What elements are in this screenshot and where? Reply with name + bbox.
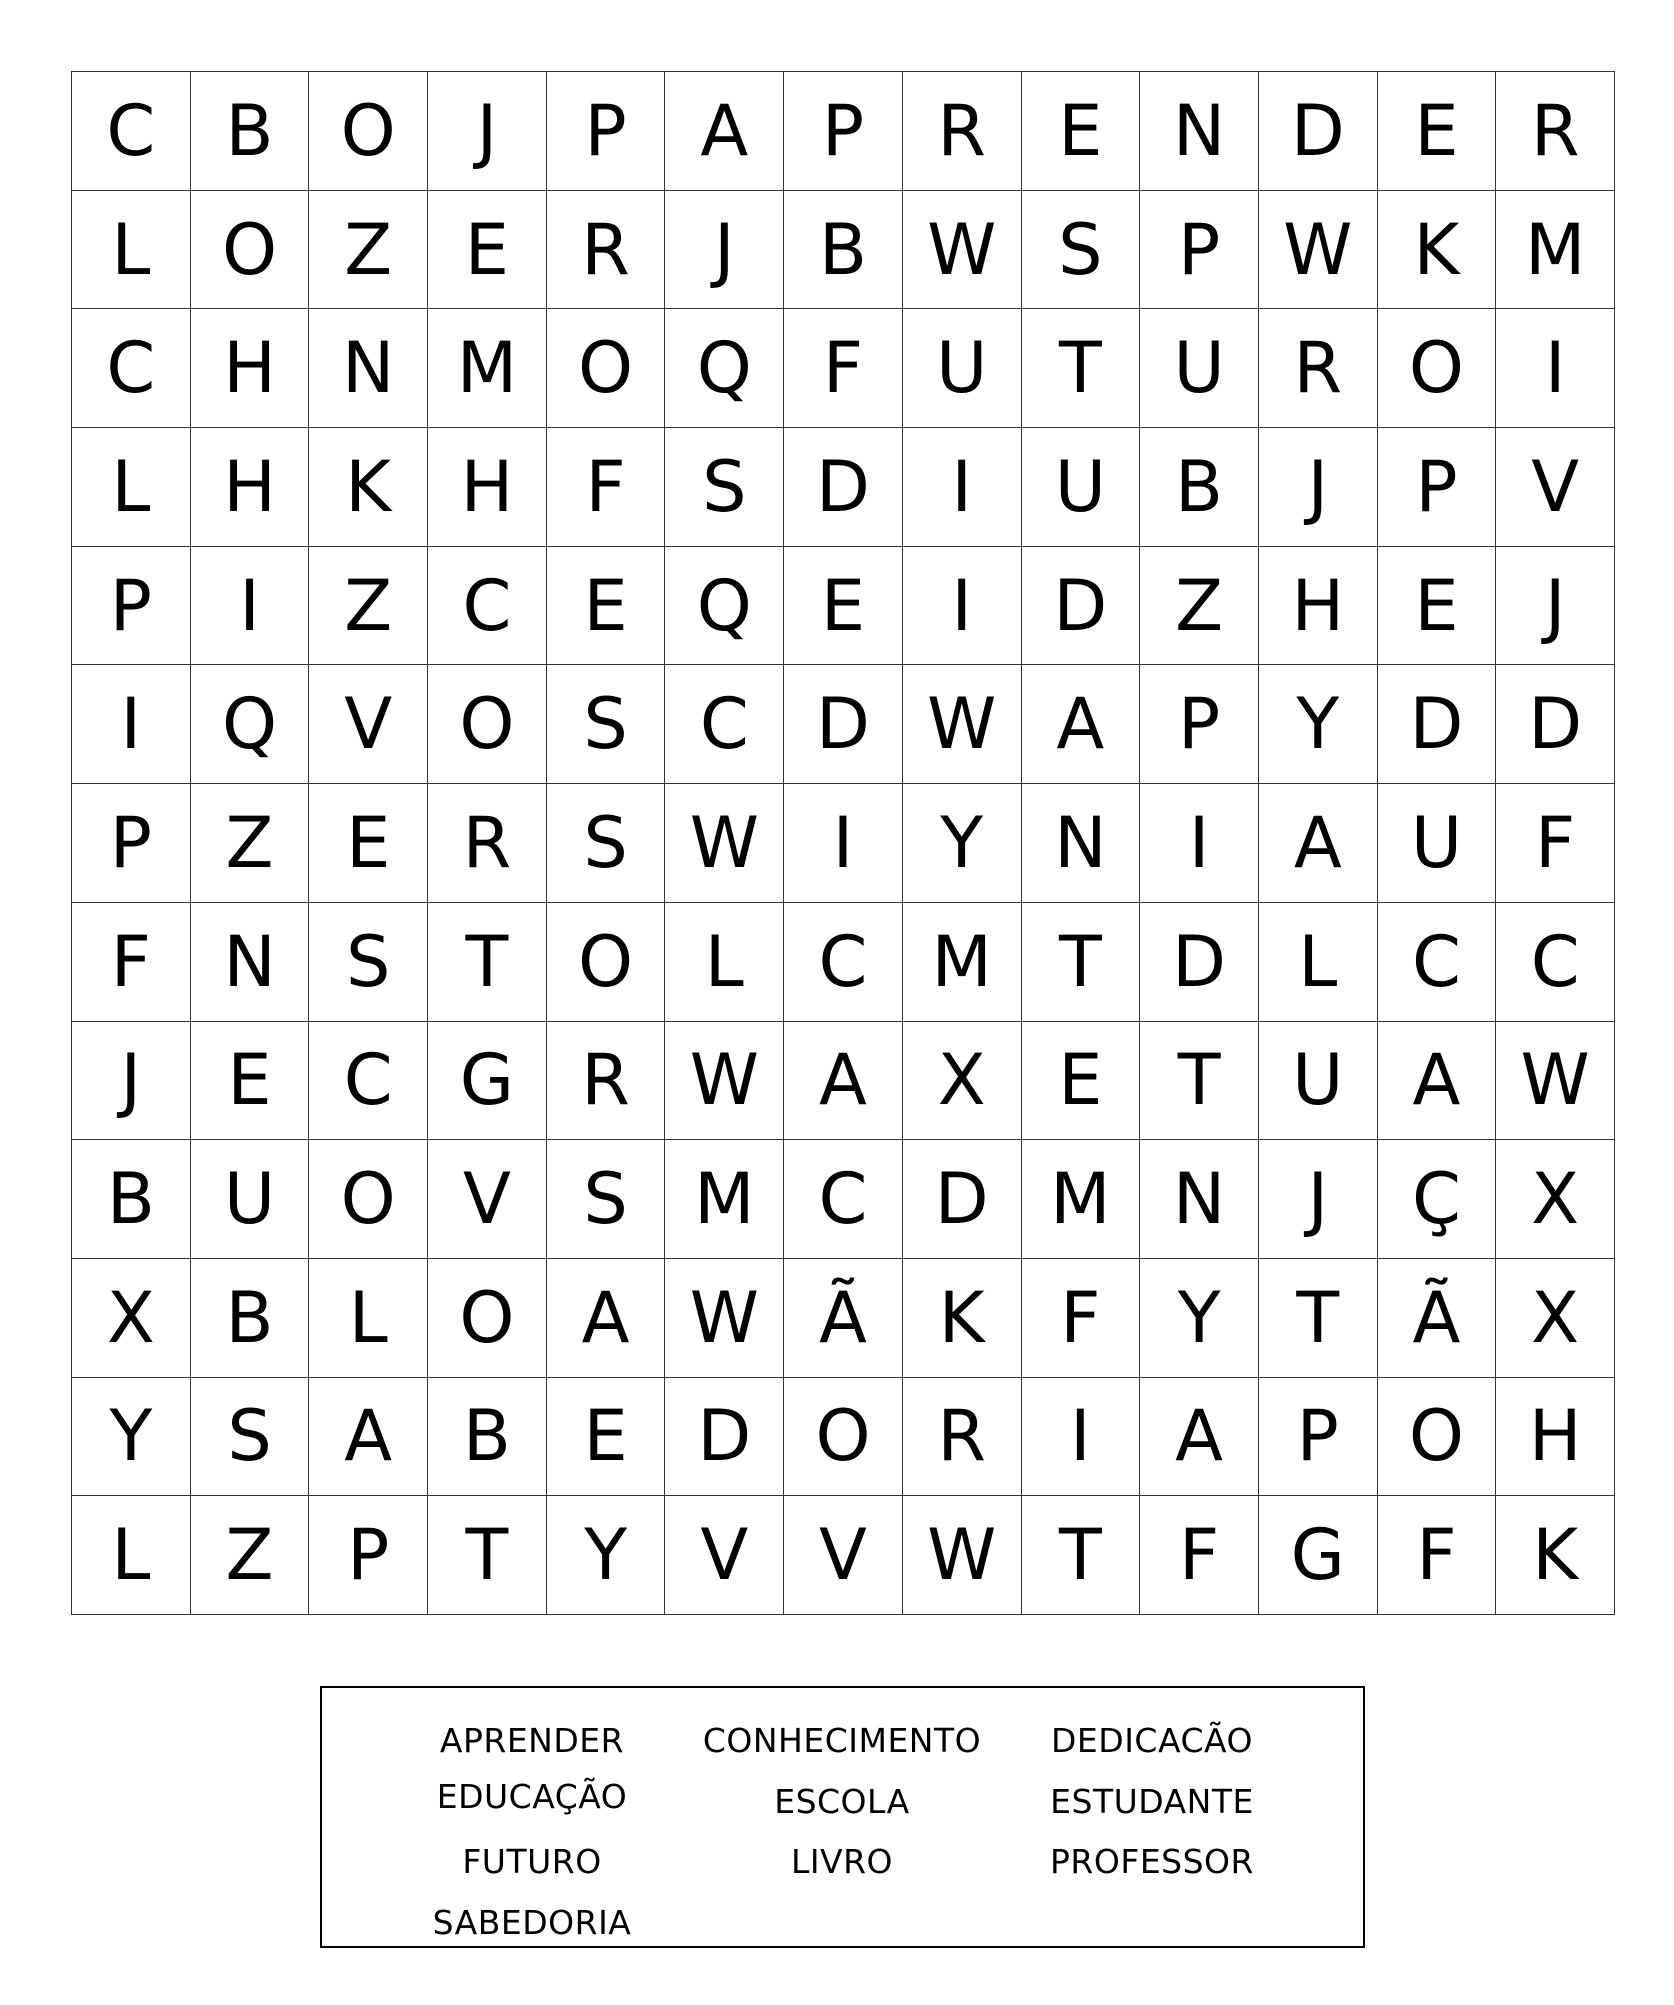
grid-cell[interactable]: K [903,1259,1022,1378]
grid-cell[interactable]: R [903,1378,1022,1497]
grid-cell[interactable]: T [1140,1022,1259,1141]
grid-cell[interactable]: D [903,1140,1022,1259]
grid-cell[interactable]: O [428,1259,547,1378]
grid-cell[interactable]: F [1022,1259,1141,1378]
grid-cell[interactable]: R [547,191,666,310]
grid-cell[interactable]: S [547,665,666,784]
grid-cell[interactable]: E [1378,72,1497,191]
grid-cell[interactable]: Z [191,784,310,903]
grid-cell[interactable]: T [428,1496,547,1615]
grid-cell[interactable]: A [784,1022,903,1141]
grid-cell[interactable]: B [191,72,310,191]
grid-cell[interactable]: E [547,547,666,666]
grid-cell[interactable]: P [784,72,903,191]
grid-cell[interactable]: X [1496,1259,1615,1378]
grid-cell[interactable]: W [903,1496,1022,1615]
grid-cell[interactable]: F [1496,784,1615,903]
grid-cell[interactable]: S [547,1140,666,1259]
word-list-item: APRENDER [439,1721,625,1760]
grid-cell[interactable]: Z [191,1496,310,1615]
grid-cell[interactable]: J [1496,547,1615,666]
grid-cell[interactable]: J [72,1022,191,1141]
grid-cell[interactable]: N [1022,784,1141,903]
grid-cell[interactable]: L [1259,903,1378,1022]
grid-cell[interactable]: C [1378,903,1497,1022]
grid-cell[interactable]: Q [665,309,784,428]
grid-cell[interactable]: W [665,784,784,903]
word-list-item: PROFESSOR [1050,1842,1254,1881]
grid-cell[interactable]: M [428,309,547,428]
grid-cell[interactable]: U [191,1140,310,1259]
grid-cell[interactable]: B [1140,428,1259,547]
grid-cell[interactable]: E [547,1378,666,1497]
grid-cell[interactable]: R [903,72,1022,191]
grid-cell[interactable]: V [428,1140,547,1259]
grid-cell[interactable]: G [1259,1496,1378,1615]
grid-cell[interactable]: L [72,428,191,547]
grid-cell[interactable]: K [309,428,428,547]
grid-cell[interactable]: O [547,309,666,428]
grid-cell[interactable]: I [1140,784,1259,903]
grid-cell[interactable]: A [665,72,784,191]
grid-cell[interactable]: W [903,665,1022,784]
grid-cell[interactable]: C [665,665,784,784]
grid-cell[interactable]: K [1496,1496,1615,1615]
grid-cell[interactable]: D [1022,547,1141,666]
grid-cell[interactable]: K [1378,191,1497,310]
grid-cell[interactable]: Z [1140,547,1259,666]
grid-cell[interactable]: Y [1259,665,1378,784]
grid-cell[interactable]: J [665,191,784,310]
grid-cell[interactable]: E [428,191,547,310]
grid-cell[interactable]: C [784,903,903,1022]
grid-cell[interactable]: X [1496,1140,1615,1259]
grid-cell[interactable]: I [903,547,1022,666]
grid-cell[interactable]: D [1496,665,1615,784]
grid-cell[interactable]: B [428,1378,547,1497]
grid-cell[interactable]: G [428,1022,547,1141]
grid-cell[interactable]: W [1496,1022,1615,1141]
grid-cell[interactable]: B [72,1140,191,1259]
grid-cell[interactable]: H [1259,547,1378,666]
word-search-grid [71,71,1615,1615]
grid-cell[interactable]: H [1496,1378,1615,1497]
grid-cell[interactable]: A [1022,665,1141,784]
grid-cell[interactable]: F [547,428,666,547]
grid-cell[interactable]: X [72,1259,191,1378]
grid-cell[interactable]: N [191,903,310,1022]
grid-cell[interactable]: T [1259,1259,1378,1378]
grid-cell[interactable]: H [191,428,310,547]
grid-cell[interactable]: E [191,1022,310,1141]
grid-cell[interactable]: I [72,665,191,784]
grid-cell[interactable]: O [428,665,547,784]
grid-cell[interactable]: N [1140,1140,1259,1259]
grid-cell[interactable]: M [1022,1140,1141,1259]
word-list-item: SABEDORIA [432,1903,632,1942]
grid-cell[interactable]: S [665,428,784,547]
grid-cell[interactable]: P [72,547,191,666]
grid-cell[interactable]: P [309,1496,428,1615]
grid-cell[interactable]: D [665,1378,784,1497]
grid-cell[interactable]: M [665,1140,784,1259]
grid-cell[interactable]: D [784,665,903,784]
grid-cell[interactable]: L [72,1496,191,1615]
grid-cell[interactable]: I [191,547,310,666]
grid-cell[interactable]: D [1140,903,1259,1022]
grid-cell[interactable]: E [309,784,428,903]
word-list-item: DEDICACÃO [1051,1721,1253,1760]
grid-cell[interactable]: R [1259,309,1378,428]
grid-cell[interactable]: F [72,903,191,1022]
grid-cell[interactable]: M [903,903,1022,1022]
grid-cell[interactable]: P [1378,428,1497,547]
grid-cell[interactable]: E [784,547,903,666]
grid-cell[interactable]: D [1259,72,1378,191]
grid-cell[interactable]: Y [903,784,1022,903]
grid-cell[interactable]: X [903,1022,1022,1141]
grid-cell[interactable]: N [309,309,428,428]
grid-cell[interactable]: L [309,1259,428,1378]
grid-cell[interactable]: D [1378,665,1497,784]
grid-cell[interactable]: E [1378,547,1497,666]
grid-cell[interactable]: W [1259,191,1378,310]
grid-cell[interactable]: U [1140,309,1259,428]
grid-cell[interactable]: O [309,72,428,191]
grid-cell[interactable]: Y [72,1378,191,1497]
grid-cell[interactable]: Z [309,191,428,310]
grid-cell[interactable]: U [903,309,1022,428]
grid-cell[interactable]: Y [547,1496,666,1615]
word-list [320,1686,1365,1948]
grid-cell[interactable]: R [1496,72,1615,191]
grid-cell[interactable]: T [428,903,547,1022]
grid-cell[interactable]: P [1259,1378,1378,1497]
grid-cell[interactable]: I [1022,1378,1141,1497]
grid-cell[interactable]: T [1022,903,1141,1022]
grid-cell[interactable]: J [428,72,547,191]
grid-cell[interactable]: C [784,1140,903,1259]
grid-cell[interactable]: A [1378,1022,1497,1141]
grid-cell[interactable]: O [784,1378,903,1497]
word-list-item: EDUCAÇÃO [436,1777,628,1816]
grid-cell[interactable]: B [784,191,903,310]
grid-cell[interactable]: C [428,547,547,666]
grid-cell[interactable]: U [1259,1022,1378,1141]
grid-cell[interactable]: Y [1140,1259,1259,1378]
grid-cell[interactable]: C [309,1022,428,1141]
grid-cell[interactable]: P [1140,191,1259,310]
grid-cell[interactable]: S [309,903,428,1022]
grid-cell[interactable]: I [903,428,1022,547]
grid-cell[interactable]: S [191,1378,310,1497]
grid-cell[interactable]: Ã [784,1259,903,1378]
grid-cell[interactable]: V [1496,428,1615,547]
grid-cell[interactable]: V [309,665,428,784]
grid-cell[interactable]: C [72,309,191,428]
grid-cell[interactable]: L [665,903,784,1022]
grid-cell[interactable]: O [1378,1378,1497,1497]
grid-cell[interactable]: E [1022,1022,1141,1141]
grid-cell[interactable]: J [1259,428,1378,547]
grid-cell[interactable]: L [72,191,191,310]
grid-cell[interactable]: T [1022,309,1141,428]
grid-cell[interactable]: Ç [1378,1140,1497,1259]
grid-cell[interactable]: O [191,191,310,310]
grid-cell[interactable]: V [784,1496,903,1615]
grid-cell[interactable]: A [547,1259,666,1378]
word-list-item: ESTUDANTE [1050,1782,1254,1821]
grid-cell[interactable]: S [1022,191,1141,310]
grid-cell[interactable]: A [309,1378,428,1497]
grid-cell[interactable]: O [547,903,666,1022]
grid-cell[interactable]: R [428,784,547,903]
grid-cell[interactable]: F [1140,1496,1259,1615]
grid-cell[interactable]: U [1378,784,1497,903]
grid-cell[interactable]: C [72,72,191,191]
grid-cell[interactable]: O [1378,309,1497,428]
grid-cell[interactable]: P [547,72,666,191]
grid-cell[interactable]: Ã [1378,1259,1497,1378]
grid-cell[interactable]: W [665,1259,784,1378]
grid-cell[interactable]: P [1140,665,1259,784]
grid-cell[interactable]: W [903,191,1022,310]
grid-cell[interactable]: Q [191,665,310,784]
grid-cell[interactable]: V [665,1496,784,1615]
grid-cell[interactable]: F [784,309,903,428]
grid-cell[interactable]: I [1496,309,1615,428]
grid-cell[interactable]: H [428,428,547,547]
grid-cell[interactable]: J [1259,1140,1378,1259]
grid-cell[interactable]: F [1378,1496,1497,1615]
grid-cell[interactable]: O [309,1140,428,1259]
word-list-item: ESCOLA [774,1782,910,1821]
grid-cell[interactable]: E [1022,72,1141,191]
grid-cell[interactable]: A [1259,784,1378,903]
grid-cell[interactable]: R [547,1022,666,1141]
grid-cell[interactable]: Z [309,547,428,666]
grid-cell[interactable]: T [1022,1496,1141,1615]
grid-cell[interactable]: W [665,1022,784,1141]
grid-cell[interactable]: M [1496,191,1615,310]
grid-cell[interactable]: H [191,309,310,428]
grid-cell[interactable]: C [1496,903,1615,1022]
grid-cell[interactable]: U [1022,428,1141,547]
grid-cell[interactable]: S [547,784,666,903]
grid-cell[interactable]: D [784,428,903,547]
grid-cell[interactable]: A [1140,1378,1259,1497]
grid-cell[interactable]: B [191,1259,310,1378]
grid-cell[interactable]: P [72,784,191,903]
word-list-item: CONHECIMENTO [702,1721,982,1760]
grid-cell[interactable]: I [784,784,903,903]
word-list-item: LIVRO [790,1842,894,1881]
grid-cell[interactable]: N [1140,72,1259,191]
word-list-item: FUTURO [462,1842,602,1881]
grid-cell[interactable]: Q [665,547,784,666]
